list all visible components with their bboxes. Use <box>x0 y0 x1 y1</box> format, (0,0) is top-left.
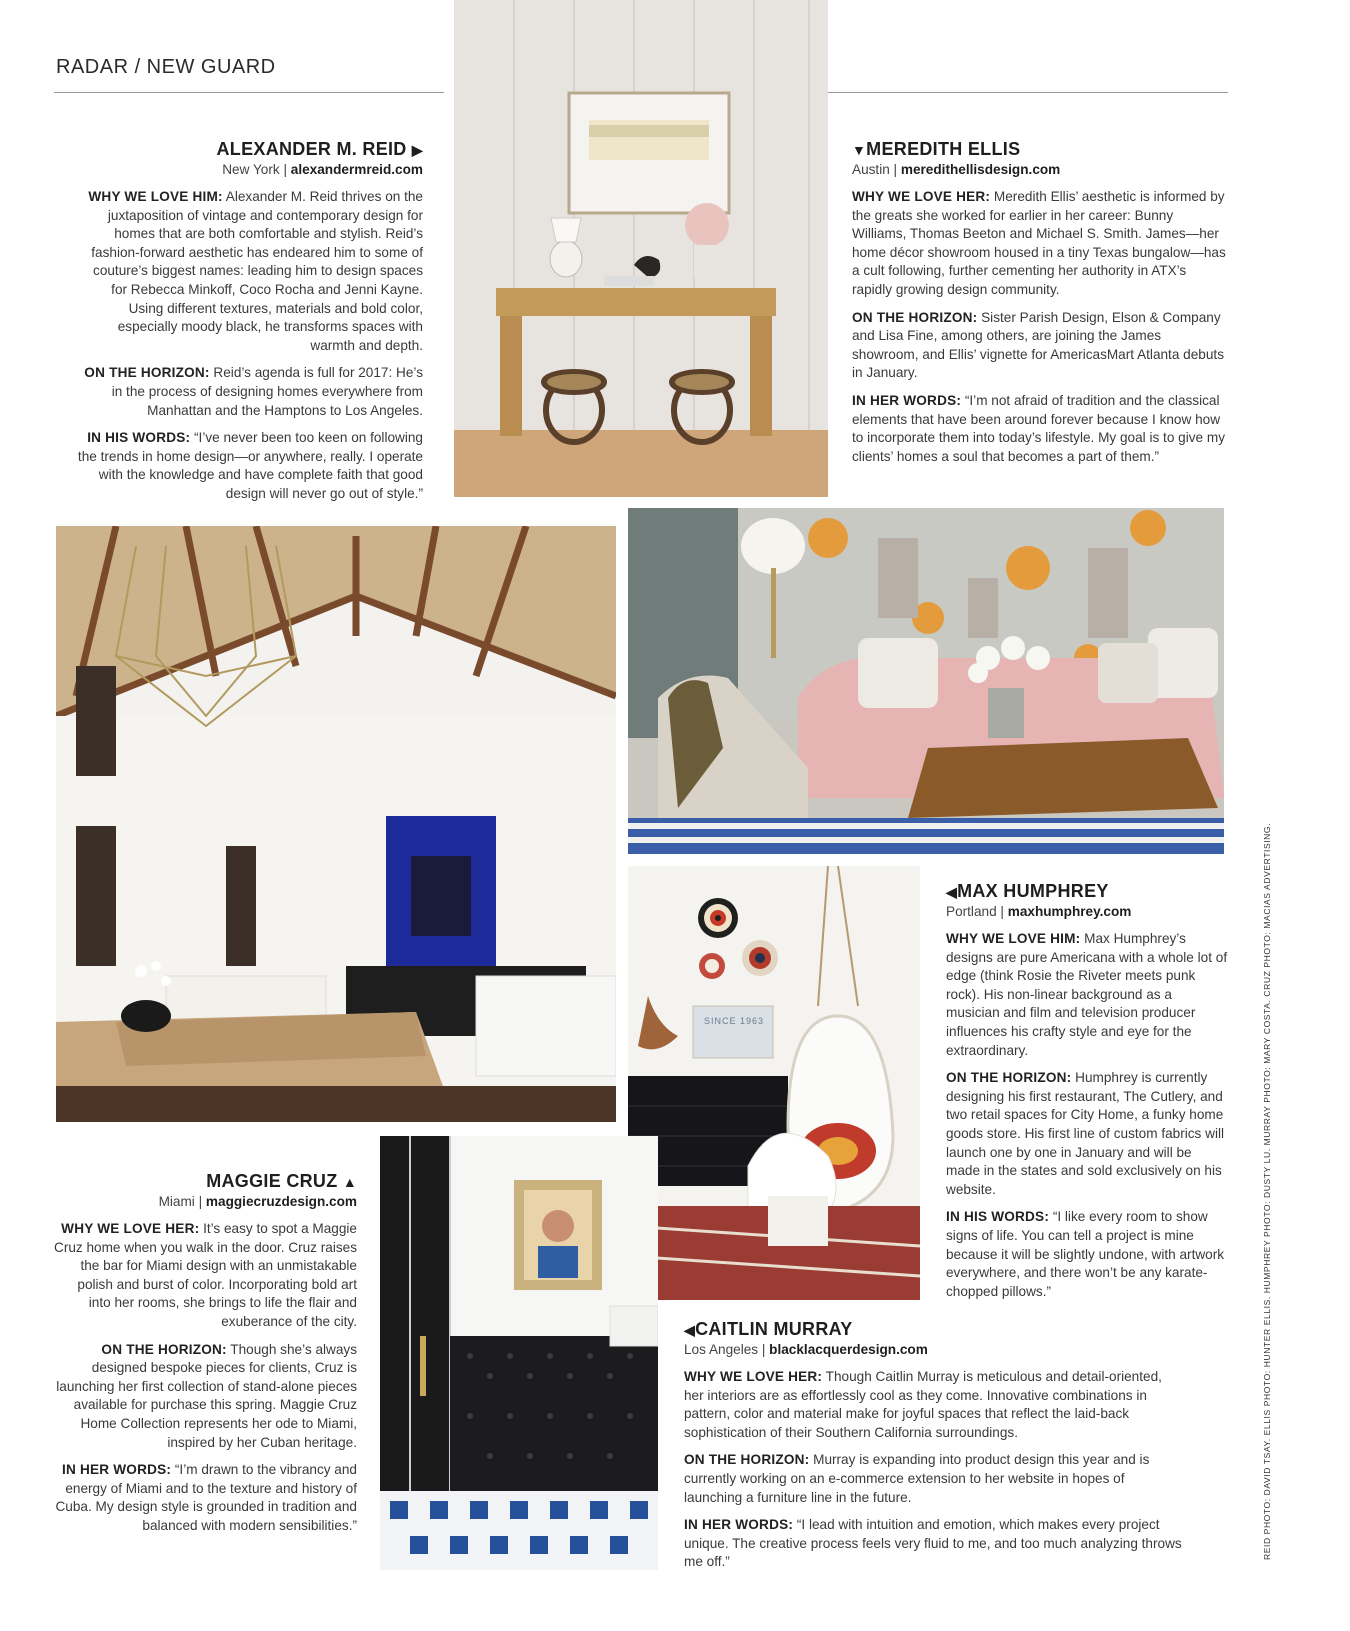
designer-website-link[interactable]: blacklacquerdesign.com <box>769 1342 928 1357</box>
designer-reid <box>76 138 423 513</box>
on-the-horizon-paragraph: ON THE HORIZON: Though she’s always designed bespoke pieces for clients, Cruz is launching her first collection of stand-alone pieces available for purchase this spring. Maggie Cruz Home Collection represents her ode to Miami, inspired by her Cuban heritage. <box>56 1341 357 1450</box>
designer-name: ▼MEREDITH ELLIS <box>852 139 1021 159</box>
arrow-left-icon: ◀ <box>684 1322 696 1338</box>
designer-location: Austin | meredithellisdesign.com <box>852 162 1061 177</box>
designer-name: ◀MAX HUMPHREY <box>946 881 1109 901</box>
designer-location: New York | alexandermreid.com <box>222 162 423 177</box>
arrow-right-icon: ▶ <box>411 142 423 158</box>
on-the-horizon-paragraph: ON THE HORIZON: Sister Parish Design, Elson & Company and Lisa Fine, among others, are joining the James showroom, and Ellis’ vignette for AmericasMart Atlanta debuts in January. <box>852 309 1224 381</box>
designer-website-link[interactable]: alexandermreid.com <box>290 162 423 177</box>
in-words-paragraph: IN HER WORDS: “I’m not afraid of tradition and the classical elements that have been around forever because I know how to incorporate them into today’s lifestyle. My goal is to give my clients’ homes a soul that becomes a part of them.” <box>852 392 1225 464</box>
section-header: RADAR / NEW GUARD <box>56 56 276 78</box>
designer-name: ◀CAITLIN MURRAY <box>684 1319 853 1339</box>
designer-murray <box>684 1318 1228 1581</box>
on-the-horizon-paragraph: ON THE HORIZON: Reid’s agenda is full for 2017: He’s in the process of designing homes everywhere from Manhattan and the Hamptons to Los Angeles. <box>84 365 423 418</box>
in-words-paragraph: IN HIS WORDS: “I’ve never been too keen on following the trends in home design—or anywhere, really. I operate with the knowledge and have complete faith that good design will never go out of style.” <box>77 430 423 501</box>
photo-murray-bathroom <box>380 1136 658 1570</box>
designer-cruz <box>52 1170 357 1545</box>
why-we-love-paragraph: WHY WE LOVE HIM: Max Humphrey’s designs are pure Americana with a whole lot of edge (think Rosie the Riveter meets punk rock). His non-linear background as a musician and film and television producer influences his crafty style and eye for the extraordinary. <box>946 931 1228 1058</box>
photo-humphrey-swing-chair <box>628 866 920 1300</box>
photo-cruz-living-room <box>56 526 616 1122</box>
on-the-horizon-paragraph: ON THE HORIZON: Murray is expanding into product design this year and is currently working on an e-commerce extension to her website in hopes of launching a furniture line in the future. <box>684 1452 1150 1505</box>
in-words-paragraph: IN HIS WORDS: “I like every room to show signs of life. You can tell a project is mine because it will be slightly undone, with artwork everywhere, and there won’t be any karate-chopped pillows.” <box>946 1209 1225 1299</box>
arrow-up-icon: ▲ <box>342 1174 357 1190</box>
designer-ellis <box>852 138 1228 475</box>
why-we-love-paragraph: WHY WE LOVE HER: It’s easy to spot a Maggie Cruz home when you walk in the door. Cruz raises the bar for Miami design with an unmistakable polish and burst of color. Incorporating bold art into her rooms, she brings to life the flair and exuberance of the city. <box>54 1221 357 1329</box>
arrow-down-icon: ▼ <box>852 142 867 158</box>
header-rule-left <box>54 92 444 93</box>
why-we-love-paragraph: WHY WE LOVE HER: Meredith Ellis’ aesthetic is informed by the greats she worked for earlier in her career: Bunny Williams, Thomas Beeton and Michael S. Smith. James—her home décor showroom housed in a tiny Texas bungalow—has a cult following, further cementing her authority in ATX’s rapidly growing design community. <box>852 189 1226 297</box>
in-words-paragraph: IN HER WORDS: “I lead with intuition and emotion, which makes every project unique. The creative process feels very fluid to me, and too much analyzing throws me off.” <box>684 1517 1182 1570</box>
designer-location: Portland | maxhumphrey.com <box>946 904 1132 919</box>
photo-credits: REID PHOTO: DAVID TSAY. ELLIS PHOTO: HUNTER ELLIS. HUMPHREY PHOTO: DUSTY LU. MURRAY PHOTO: MARY COSTA. CRUZ PHOTO: MACIAS ADVERTISING. <box>1262 822 1272 1560</box>
designer-name: ALEXANDER M. REID ▶ <box>216 139 423 159</box>
designer-location: Miami | maggiecruzdesign.com <box>158 1194 357 1209</box>
arrow-left-icon: ◀ <box>946 884 958 900</box>
why-we-love-paragraph: WHY WE LOVE HIM: Alexander M. Reid thrives on the juxtaposition of vintage and contemporary design for homes that are both comfortable and stylish. Reid’s fashion-forward aesthetic has endeared him to some of couture’s biggest names: leading him to design spaces for Rebecca Minkoff, Coco Rocha and Jenni Kayne. Using different textures, materials and bold color, especially moody black, he transforms spaces with warmth and depth. <box>88 189 423 353</box>
designer-location: Los Angeles | blacklacquerdesign.com <box>684 1342 928 1357</box>
designer-website-link[interactable]: meredithellisdesign.com <box>900 162 1061 177</box>
header-rule-right <box>828 92 1228 93</box>
in-words-paragraph: IN HER WORDS: “I’m drawn to the vibrancy and energy of Miami and to the texture and history of Cuba. My design style is grounded in tradition and balanced with modern sensibilities.” <box>55 1462 357 1533</box>
designer-website-link[interactable]: maxhumphrey.com <box>1007 904 1132 919</box>
designer-website-link[interactable]: maggiecruzdesign.com <box>205 1194 357 1209</box>
designer-humphrey <box>946 880 1228 1310</box>
why-we-love-paragraph: WHY WE LOVE HER: Though Caitlin Murray is meticulous and detail-oriented, her interiors are as effortlessly cool as they come. Innovative combinations in pattern, color and material make for joyful spaces that reflect the laid-back sophistication of their Southern California surroundings. <box>684 1369 1162 1440</box>
photo-ellis-sofa <box>628 508 1224 854</box>
designer-name: MAGGIE CRUZ ▲ <box>206 1171 357 1191</box>
on-the-horizon-paragraph: ON THE HORIZON: Humphrey is currently designing his first restaurant, The Cutlery, and two retail spaces for City Home, a funky home goods store. His first line of custom fabrics will launch one by one in January and will be made in the states and sold exclusively on his website. <box>946 1070 1225 1197</box>
photo-reid-console <box>454 0 828 497</box>
poster-text: SINCE 1963 <box>703 1016 765 1026</box>
